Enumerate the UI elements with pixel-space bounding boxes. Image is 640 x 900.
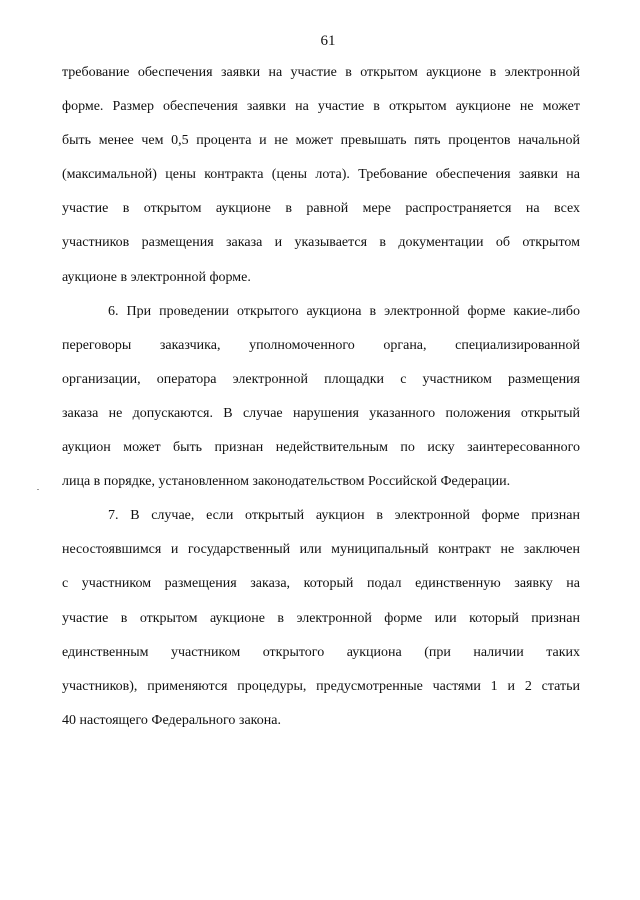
text-line: участников), применяются процедуры, предусмотренные частями 1 и 2 статьи <box>62 678 580 694</box>
text-line: 40 настоящего Федерального закона. <box>62 712 281 728</box>
paragraph-1 <box>62 56 580 295</box>
text-line: участие в открытом аукционе в равной мере распространяется на всех <box>62 201 580 217</box>
text-line: быть менее чем 0,5 процента и не может превышать пять процентов начальной <box>62 133 580 149</box>
text-line: форме. Размер обеспечения заявки на участие в открытом аукционе не может <box>62 99 580 115</box>
text-line: несостоявшимся и государственный или муниципальный контракт не заключен <box>62 542 580 558</box>
text-line: участие в открытом аукционе в электронной форме или который признан <box>62 610 580 626</box>
page-number: 61 <box>320 33 336 49</box>
text-line: требование обеспечения заявки на участие в открытом аукционе в электронной <box>62 65 580 80</box>
paragraph-3 <box>62 499 580 738</box>
text-line: заказа не допускаются. В случае нарушения указанного положения открытый <box>62 405 580 421</box>
text-line: организации, оператора электронной площадки с участником размещения <box>62 371 580 387</box>
text-line: переговоры заказчика, уполномоченного органа, специализированной <box>62 337 580 353</box>
paragraph-2 <box>62 295 580 500</box>
text-line: лица в порядке, установленном законодательством Российской Федерации. <box>62 474 511 490</box>
text-line: с участником размещения заказа, который подал единственную заявку на <box>62 576 580 592</box>
text-line: (максимальной) цены контракта (цены лота). Требование обеспечения заявки на <box>62 167 580 183</box>
text-line: аукционе в электронной форме. <box>62 269 251 285</box>
text-line: аукцион может быть признан недействительным по иску заинтересованного <box>62 440 580 456</box>
document-body <box>62 56 580 738</box>
text-line: 6. При проведении открытого аукциона в электронной форме какие-либо <box>108 303 580 319</box>
text-line: участников размещения заказа и указывается в документации об открытом <box>62 235 580 251</box>
text-line: единственным участником открытого аукциона (при наличии таких <box>62 644 580 660</box>
text-line: 7. В случае, если открытый аукцион в электронной форме признан <box>108 508 580 524</box>
margin-mark <box>37 489 39 490</box>
